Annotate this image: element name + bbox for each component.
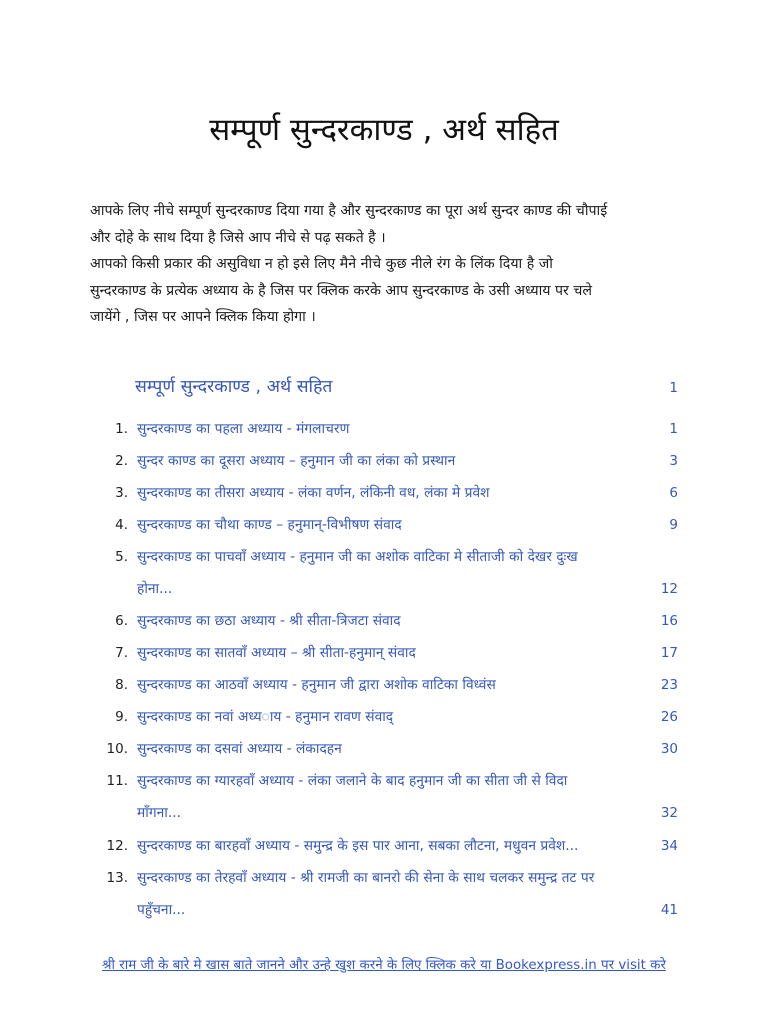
toc-item-page: 26 xyxy=(660,709,678,725)
toc-heading[interactable]: सम्पूर्ण सुन्दरकाण्ड , अर्थ सहित xyxy=(135,377,333,397)
toc-item-link[interactable]: सुन्दरकाण्ड का तीसरा अध्याय - लंका वर्णन, लंकिनी वध, लंका मे प्रवेश xyxy=(137,485,490,501)
toc-item-number: 3. xyxy=(115,485,128,501)
toc-item-number: 13. xyxy=(106,870,128,886)
toc-item-link[interactable]: सुन्दर काण्ड का दूसरा अध्याय – हनुमान जी का लंका को प्रस्थान xyxy=(137,453,456,469)
toc-item-link[interactable]: सुन्दरकाण्ड का चौथा काण्ड – हनुमान्-विभीषण संवाद xyxy=(137,517,402,533)
toc-item-number: 1. xyxy=(115,421,128,437)
toc-item-page: 12 xyxy=(660,581,678,597)
toc-item-page: 9 xyxy=(669,517,678,533)
toc-item-number: 8. xyxy=(115,677,128,693)
toc-item-page: 23 xyxy=(660,677,678,693)
toc-item-number: 5. xyxy=(115,549,128,565)
intro-line: सुन्दरकाण्ड के प्रत्येक अध्याय के है जिस पर क्लिक करके आप सुन्दरकाण्ड के उसी अध्याय पर चले xyxy=(90,282,592,299)
toc-item-link-continued[interactable]: पहुँचना... xyxy=(137,902,186,918)
toc-item-page: 17 xyxy=(660,645,678,661)
toc-item-number: 10. xyxy=(106,741,128,757)
toc-item-number: 12. xyxy=(106,838,128,854)
toc-item-link[interactable]: सुन्दरकाण्ड का तेरहवाँ अध्याय - श्री रामजी का बानरो की सेना के साथ चलकर समुन्द्र तट पर xyxy=(137,870,595,886)
page-title: सम्पूर्ण सुन्दरकाण्ड , अर्थ सहित xyxy=(209,112,559,148)
toc-item-link[interactable]: सुन्दरकाण्ड का पहला अध्याय - मंगलाचरण xyxy=(137,421,350,437)
intro-line: आपके लिए नीचे सम्पूर्ण सुन्दरकाण्ड दिया गया है और सुन्दरकाण्ड का पूरा अर्थ सुन्दर काण्ड की चौपाई xyxy=(90,203,608,219)
toc-item-number: 11. xyxy=(106,773,128,789)
toc-item-page: 16 xyxy=(660,613,678,629)
toc-item-page: 34 xyxy=(660,838,678,854)
toc-item-link[interactable]: सुन्दरकाण्ड का नवां अध्य◌ाय - हनुमान रावण संवाद् xyxy=(137,709,394,725)
toc-item-link[interactable]: सुन्दरकाण्ड का आठवाँ अध्याय - हनुमान जी द्वारा अशोक वाटिका विध्वंस xyxy=(137,677,496,693)
toc-item-number: 2. xyxy=(115,453,128,469)
toc-item-link[interactable]: सुन्दरकाण्ड का ग्यारहवाँ अध्याय - लंका जलाने के बाद हनुमान जी का सीता जी से विदा xyxy=(137,773,568,789)
toc-item-number: 4. xyxy=(115,517,128,533)
toc-item-page: 3 xyxy=(669,453,678,469)
toc-item-number: 7. xyxy=(115,645,128,661)
toc-item-link[interactable]: सुन्दरकाण्ड का बारहवाँ अध्याय - समुन्द्र के इस पार आना, सबका लौटना, मधुवन प्रवेश... xyxy=(137,838,579,854)
toc-item-number: 6. xyxy=(115,613,128,629)
intro-line: आपको किसी प्रकार की असुविधा न हो इसे लिए मैने नीचे कुछ नीले रंग के लिंक दिया है जो xyxy=(90,256,553,272)
toc-item-number: 9. xyxy=(115,709,128,725)
toc-item-page: 6 xyxy=(669,485,678,501)
intro-line: जायेंगे , जिस पर आपने क्लिक किया होगा । xyxy=(90,309,316,325)
toc-heading-page: 1 xyxy=(669,380,678,396)
toc-item-page: 30 xyxy=(660,741,678,757)
toc-item-link[interactable]: सुन्दरकाण्ड का पाचवाँ अध्याय - हनुमान जी का अशोक वाटिका मे सीताजी को देखर दुःख xyxy=(137,549,578,565)
intro-line: और दोहे के साथ दिया है जिसे आप नीचे से पढ़ सकते है । xyxy=(90,229,386,246)
toc-item-page: 1 xyxy=(669,421,678,437)
toc-item-link[interactable]: सुन्दरकाण्ड का सातवाँ अध्याय – श्री सीता-हनुमान् संवाद xyxy=(137,645,416,661)
toc-item-page: 32 xyxy=(660,805,678,821)
toc-item-link-continued[interactable]: माँगना... xyxy=(137,805,181,821)
toc-item-link[interactable]: सुन्दरकाण्ड का छठा अध्याय - श्री सीता-त्रिजटा संवाद xyxy=(137,613,401,629)
toc-heading-link[interactable] xyxy=(135,374,681,404)
toc-item-page: 41 xyxy=(660,902,678,918)
toc-item-link-continued[interactable]: होना... xyxy=(137,581,173,597)
intro-paragraph xyxy=(90,198,690,331)
bookexpress-link[interactable]: श्री राम जी के बारे मे खास बाते जानने और उन्हे खुश करने के लिए क्लिक करे या Bookexpress.in पर visit करे xyxy=(102,958,666,973)
toc-item-link[interactable]: सुन्दरकाण्ड का दसवां अध्याय - लंकादहन xyxy=(137,741,342,757)
